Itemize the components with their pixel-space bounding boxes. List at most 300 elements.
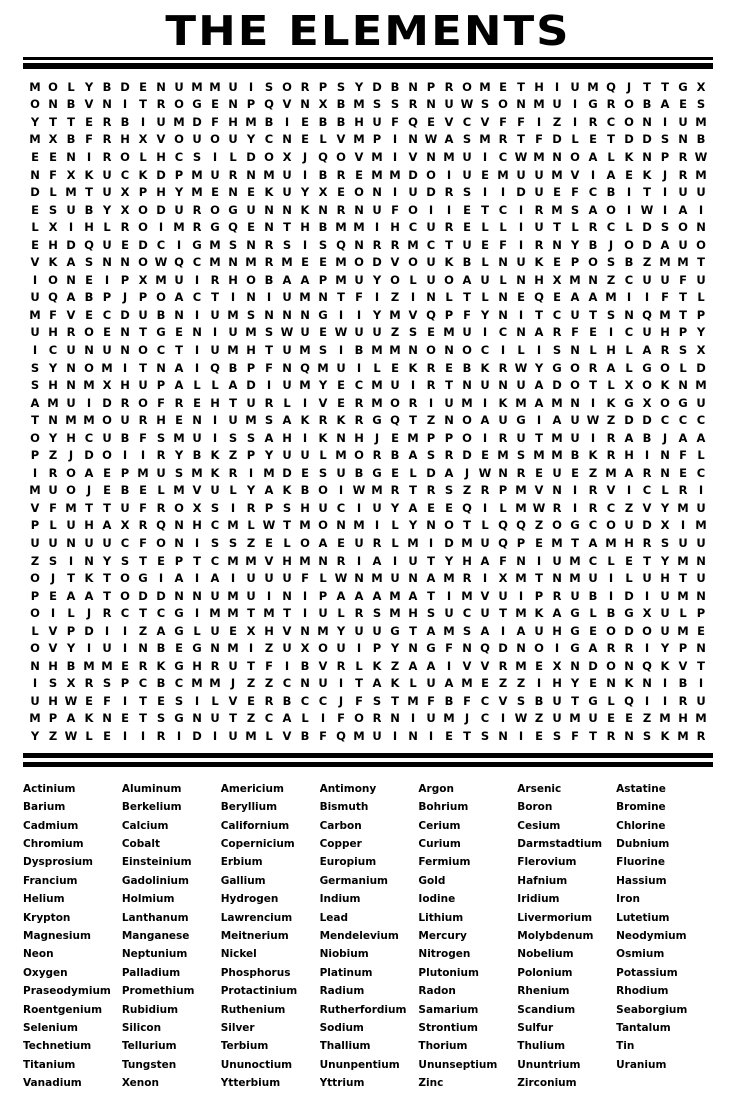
grid-letter: R [372, 237, 382, 252]
grid-letter: R [354, 413, 364, 428]
grid-letter: C [156, 237, 166, 252]
grid-letter: M [245, 729, 257, 743]
grid-letter: T [211, 290, 219, 305]
grid-letter: F [49, 167, 57, 182]
grid-letter: M [371, 342, 383, 357]
grid-letter: E [553, 185, 561, 200]
grid-letter: I [392, 185, 398, 200]
grid-letter: L [265, 729, 273, 743]
grid-letter: P [30, 448, 40, 463]
grid-letter: I [194, 342, 200, 357]
grid-letter: O [552, 518, 562, 533]
grid-letter: L [49, 518, 57, 533]
grid-letter: E [553, 255, 561, 270]
grid-letter: R [588, 500, 598, 515]
grid-letter: T [427, 553, 435, 568]
grid-letter: L [229, 483, 237, 498]
word-list-item: Ununseptium [418, 1058, 498, 1071]
grid-letter: G [174, 711, 184, 726]
grid-letter: I [32, 465, 38, 480]
grid-letter: I [608, 325, 614, 340]
grid-letter: I [626, 202, 632, 217]
grid-letter: R [588, 114, 598, 129]
grid-letter: R [192, 202, 202, 217]
grid-letter: E [589, 325, 597, 340]
grid-letter: E [31, 149, 39, 164]
grid-letter: C [462, 114, 472, 129]
grid-letter: M [191, 185, 203, 200]
grid-letter: X [66, 167, 76, 182]
grid-letter: U [624, 518, 634, 533]
grid-letter: R [156, 448, 166, 463]
grid-letter: P [534, 588, 544, 603]
grid-letter: T [445, 378, 453, 393]
grid-letter: E [319, 325, 327, 340]
grid-letter: I [230, 500, 236, 515]
grid-letter: U [210, 483, 220, 498]
grid-letter: A [570, 290, 580, 305]
grid-letter: V [30, 500, 40, 515]
grid-letter: Y [444, 553, 454, 568]
word-list-item: Ununtrium [517, 1058, 581, 1071]
grid-letter: N [408, 132, 418, 147]
grid-letter: B [264, 272, 274, 287]
grid-letter: V [336, 132, 346, 147]
grid-letter: O [84, 325, 94, 340]
grid-letter: N [102, 97, 112, 112]
grid-letter: M [245, 255, 257, 270]
grid-letter: Y [570, 676, 580, 691]
grid-letter: C [480, 711, 490, 726]
word-list-item: Iridium [517, 893, 560, 906]
grid-letter: Q [174, 255, 184, 270]
word-list-item: Fluorine [616, 856, 665, 869]
grid-letter: O [426, 167, 436, 182]
grid-letter: N [696, 553, 706, 568]
grid-letter: E [103, 729, 111, 743]
grid-letter: G [570, 641, 580, 656]
word-list-item: Cesium [517, 819, 561, 832]
grid-letter: U [210, 342, 220, 357]
grid-letter: A [534, 395, 544, 410]
grid-letter: V [642, 500, 652, 515]
grid-letter: O [318, 483, 328, 498]
word-list-item: Hafnium [517, 874, 568, 887]
grid-letter: I [302, 606, 308, 621]
grid-letter: X [660, 518, 670, 533]
grid-letter: U [354, 623, 364, 638]
grid-letter: U [354, 535, 364, 550]
grid-letter: O [642, 623, 652, 638]
grid-letter: F [463, 307, 471, 322]
grid-letter: O [354, 711, 364, 726]
grid-letter: U [120, 413, 130, 428]
grid-letter: S [462, 132, 472, 147]
grid-letter: R [228, 465, 238, 480]
grid-letter: B [462, 255, 472, 270]
grid-letter: Z [534, 711, 544, 726]
grid-letter: V [30, 255, 40, 270]
grid-letter: Z [606, 272, 616, 287]
grid-letter: D [624, 623, 634, 638]
grid-letter: L [607, 553, 615, 568]
grid-letter: A [588, 641, 598, 656]
grid-letter: I [662, 202, 668, 217]
grid-letter: N [588, 272, 598, 287]
grid-letter: T [103, 588, 111, 603]
grid-letter: I [482, 430, 488, 445]
grid-letter: B [66, 97, 76, 112]
grid-letter: X [66, 676, 76, 691]
grid-letter: U [534, 167, 544, 182]
grid-letter: M [371, 378, 383, 393]
grid-letter: U [102, 430, 112, 445]
grid-letter: I [392, 149, 398, 164]
grid-letter: F [157, 395, 165, 410]
grid-letter: S [678, 342, 688, 357]
grid-letter: I [140, 114, 146, 129]
grid-letter: U [192, 430, 202, 445]
grid-letter: U [696, 693, 706, 708]
grid-letter: D [408, 167, 418, 182]
grid-letter: C [498, 202, 508, 217]
grid-letter: O [102, 448, 112, 463]
grid-letter: Y [48, 360, 58, 375]
grid-letter: U [642, 571, 652, 586]
grid-letter: R [246, 500, 256, 515]
grid-letter: U [210, 307, 220, 322]
grid-letter: E [157, 553, 165, 568]
grid-letter: Y [480, 307, 490, 322]
grid-letter: E [193, 395, 201, 410]
grid-letter: Y [390, 641, 400, 656]
grid-letter: U [246, 571, 256, 586]
grid-letter: I [86, 641, 92, 656]
word-list-item: Francium [23, 874, 78, 887]
grid-letter: Q [210, 360, 220, 375]
word-list-item: Helium [23, 893, 65, 906]
grid-letter: K [642, 167, 652, 182]
grid-letter: O [66, 465, 76, 480]
word-list-item: Curium [418, 838, 461, 850]
grid-letter: Z [606, 413, 616, 428]
grid-letter: I [248, 79, 254, 94]
grid-letter: D [624, 413, 634, 428]
grid-letter: L [697, 448, 705, 463]
grid-letter: P [30, 518, 40, 533]
grid-letter: F [391, 202, 399, 217]
grid-letter: D [372, 255, 382, 270]
grid-letter: N [498, 255, 508, 270]
word-list-item: Darmstadtium [517, 838, 603, 850]
word-list-item: Argon [418, 782, 454, 795]
grid-letter: K [138, 167, 148, 182]
grid-letter: U [462, 325, 472, 340]
grid-letter: U [570, 79, 580, 94]
grid-letter: C [588, 553, 598, 568]
grid-letter: C [660, 413, 670, 428]
grid-letter: U [444, 606, 454, 621]
grid-letter: Y [84, 79, 94, 94]
grid-letter: N [552, 237, 562, 252]
grid-letter: I [518, 202, 524, 217]
grid-letter: R [444, 220, 454, 235]
grid-letter: I [482, 325, 488, 340]
grid-letter: R [426, 483, 436, 498]
grid-letter: O [318, 641, 328, 656]
grid-letter: R [336, 167, 346, 182]
grid-letter: H [48, 325, 58, 340]
grid-letter: Z [624, 500, 634, 515]
grid-letter: U [516, 378, 526, 393]
grid-letter: S [120, 553, 130, 568]
word-list-item: Aluminum [121, 782, 182, 795]
grid-letter: N [228, 255, 238, 270]
grid-letter: T [139, 553, 147, 568]
grid-letter: F [463, 693, 471, 708]
grid-letter: S [156, 430, 166, 445]
grid-letter: E [229, 623, 237, 638]
grid-letter: E [427, 325, 435, 340]
grid-letter: R [102, 114, 112, 129]
grid-letter: M [677, 553, 689, 568]
grid-letter: L [499, 500, 507, 515]
word-list-item: Holmium [121, 893, 175, 906]
grid-letter: G [570, 623, 580, 638]
grid-letter: T [679, 290, 687, 305]
grid-letter: I [158, 220, 164, 235]
grid-letter: I [374, 290, 380, 305]
grid-letter: R [318, 413, 328, 428]
grid-letter: V [48, 641, 58, 656]
grid-letter: M [533, 97, 545, 112]
grid-letter: O [210, 132, 220, 147]
grid-letter: U [282, 448, 292, 463]
grid-letter: N [660, 465, 670, 480]
grid-letter: N [120, 325, 130, 340]
grid-letter: N [66, 535, 76, 550]
grid-letter: L [679, 606, 687, 621]
grid-letter: L [319, 448, 327, 463]
grid-letter: I [356, 553, 362, 568]
grid-letter: Y [30, 114, 40, 129]
grid-letter: P [174, 553, 184, 568]
grid-letter: I [338, 676, 344, 691]
grid-letter: L [499, 272, 507, 287]
grid-letter: K [336, 413, 346, 428]
grid-letter: I [698, 483, 704, 498]
grid-letter: G [318, 307, 328, 322]
grid-letter: M [29, 307, 41, 322]
grid-letter: N [462, 378, 472, 393]
grid-letter: L [67, 79, 75, 94]
grid-letter: N [156, 79, 166, 94]
grid-letter: N [624, 307, 634, 322]
grid-letter: F [211, 114, 219, 129]
grid-letter: A [660, 97, 670, 112]
grid-letter: N [516, 272, 526, 287]
grid-letter: I [212, 149, 218, 164]
grid-letter: U [282, 342, 292, 357]
grid-letter: I [230, 290, 236, 305]
grid-letter: J [662, 167, 668, 182]
grid-letter: E [337, 378, 345, 393]
grid-letter: K [210, 465, 220, 480]
grid-letter: N [678, 132, 688, 147]
grid-letter: Q [498, 518, 508, 533]
grid-letter: R [534, 202, 544, 217]
word-list-item: Neodymium [616, 930, 687, 943]
word-list-item: Radium [319, 985, 365, 998]
grid-letter: P [120, 676, 130, 691]
grid-letter: V [480, 658, 490, 673]
grid-letter: K [390, 676, 400, 691]
grid-letter: O [426, 342, 436, 357]
grid-letter: M [173, 483, 185, 498]
grid-letter: K [660, 658, 670, 673]
grid-letter: B [642, 430, 652, 445]
grid-letter: Z [390, 290, 400, 305]
grid-letter: M [209, 79, 221, 94]
grid-letter: Q [516, 518, 526, 533]
grid-letter: I [518, 307, 524, 322]
grid-letter: G [228, 202, 238, 217]
grid-letter: T [283, 606, 291, 621]
grid-letter: R [300, 79, 310, 94]
grid-letter: N [408, 729, 418, 743]
grid-letter: M [443, 571, 455, 586]
grid-letter: A [678, 202, 688, 217]
grid-letter: E [175, 641, 183, 656]
grid-letter: N [84, 553, 94, 568]
grid-letter: I [302, 588, 308, 603]
grid-letter: N [408, 571, 418, 586]
grid-letter: A [174, 571, 184, 586]
grid-letter: L [49, 185, 57, 200]
grid-letter: H [66, 430, 76, 445]
grid-letter: P [264, 500, 274, 515]
grid-letter: K [606, 395, 616, 410]
grid-letter: U [570, 430, 580, 445]
grid-letter: O [624, 237, 634, 252]
grid-letter: Z [390, 658, 400, 673]
grid-letter: B [102, 79, 112, 94]
grid-letter: K [588, 448, 598, 463]
word-list-item: Seaborgium [616, 1003, 688, 1016]
grid-letter: R [624, 641, 634, 656]
grid-letter: I [266, 290, 272, 305]
grid-letter: O [30, 571, 40, 586]
grid-letter: I [482, 571, 488, 586]
word-list-item: Mercury [418, 930, 467, 943]
grid-letter: I [482, 500, 488, 515]
grid-letter: I [446, 167, 452, 182]
grid-letter: R [444, 79, 454, 94]
word-list-item: Plutonium [418, 966, 479, 979]
grid-letter: M [209, 606, 221, 621]
grid-letter: D [516, 185, 526, 200]
grid-letter: U [102, 641, 112, 656]
grid-letter: C [156, 606, 166, 621]
grid-letter: V [318, 395, 328, 410]
grid-letter: B [534, 693, 544, 708]
grid-letter: X [642, 606, 652, 621]
grid-letter: T [535, 430, 543, 445]
grid-letter: M [443, 149, 455, 164]
grid-letter: E [103, 483, 111, 498]
grid-letter: O [624, 114, 634, 129]
grid-letter: V [390, 255, 400, 270]
grid-letter: W [478, 465, 492, 480]
grid-letter: O [174, 132, 184, 147]
grid-letter: M [191, 465, 203, 480]
grid-letter: U [336, 465, 346, 480]
grid-letter: M [299, 290, 311, 305]
grid-letter: M [605, 535, 617, 550]
grid-letter: M [389, 342, 401, 357]
grid-letter: A [426, 571, 436, 586]
grid-letter: U [696, 395, 706, 410]
grid-letter: I [374, 220, 380, 235]
grid-letter: C [264, 711, 274, 726]
grid-letter: M [569, 272, 581, 287]
grid-letter: E [391, 430, 399, 445]
grid-letter: L [481, 255, 489, 270]
grid-letter: U [552, 693, 562, 708]
grid-letter: J [302, 149, 308, 164]
grid-letter: X [282, 149, 292, 164]
grid-letter: N [570, 342, 580, 357]
grid-letter: V [84, 97, 94, 112]
grid-letter: U [696, 500, 706, 515]
grid-letter: X [48, 132, 58, 147]
grid-letter: U [372, 623, 382, 638]
grid-letter: U [102, 167, 112, 182]
grid-letter: Y [408, 518, 418, 533]
grid-divider-bottom-bar [23, 762, 713, 767]
grid-letter: E [85, 272, 93, 287]
grid-letter: Y [30, 729, 40, 743]
grid-letter: N [390, 711, 400, 726]
grid-letter: R [372, 711, 382, 726]
grid-letter: B [156, 307, 166, 322]
grid-letter: T [697, 255, 705, 270]
grid-letter: T [607, 132, 615, 147]
grid-letter: B [228, 360, 238, 375]
grid-letter: G [174, 606, 184, 621]
grid-letter: M [677, 588, 689, 603]
grid-letter: Q [228, 220, 238, 235]
grid-letter: S [30, 360, 40, 375]
grid-letter: H [624, 535, 634, 550]
grid-letter: I [698, 676, 704, 691]
grid-letter: Y [534, 360, 544, 375]
grid-letter: D [246, 149, 256, 164]
grid-letter: K [444, 255, 454, 270]
grid-letter: I [212, 413, 218, 428]
grid-letter: V [156, 132, 166, 147]
grid-letter: I [536, 114, 542, 129]
grid-letter: E [625, 711, 633, 726]
grid-letter: U [228, 729, 238, 743]
grid-letter: E [337, 395, 345, 410]
grid-letter: E [391, 465, 399, 480]
grid-letter: M [407, 237, 419, 252]
grid-letter: C [318, 693, 328, 708]
grid-letter: O [354, 448, 364, 463]
grid-letter: U [48, 535, 58, 550]
grid-letter: U [138, 307, 148, 322]
